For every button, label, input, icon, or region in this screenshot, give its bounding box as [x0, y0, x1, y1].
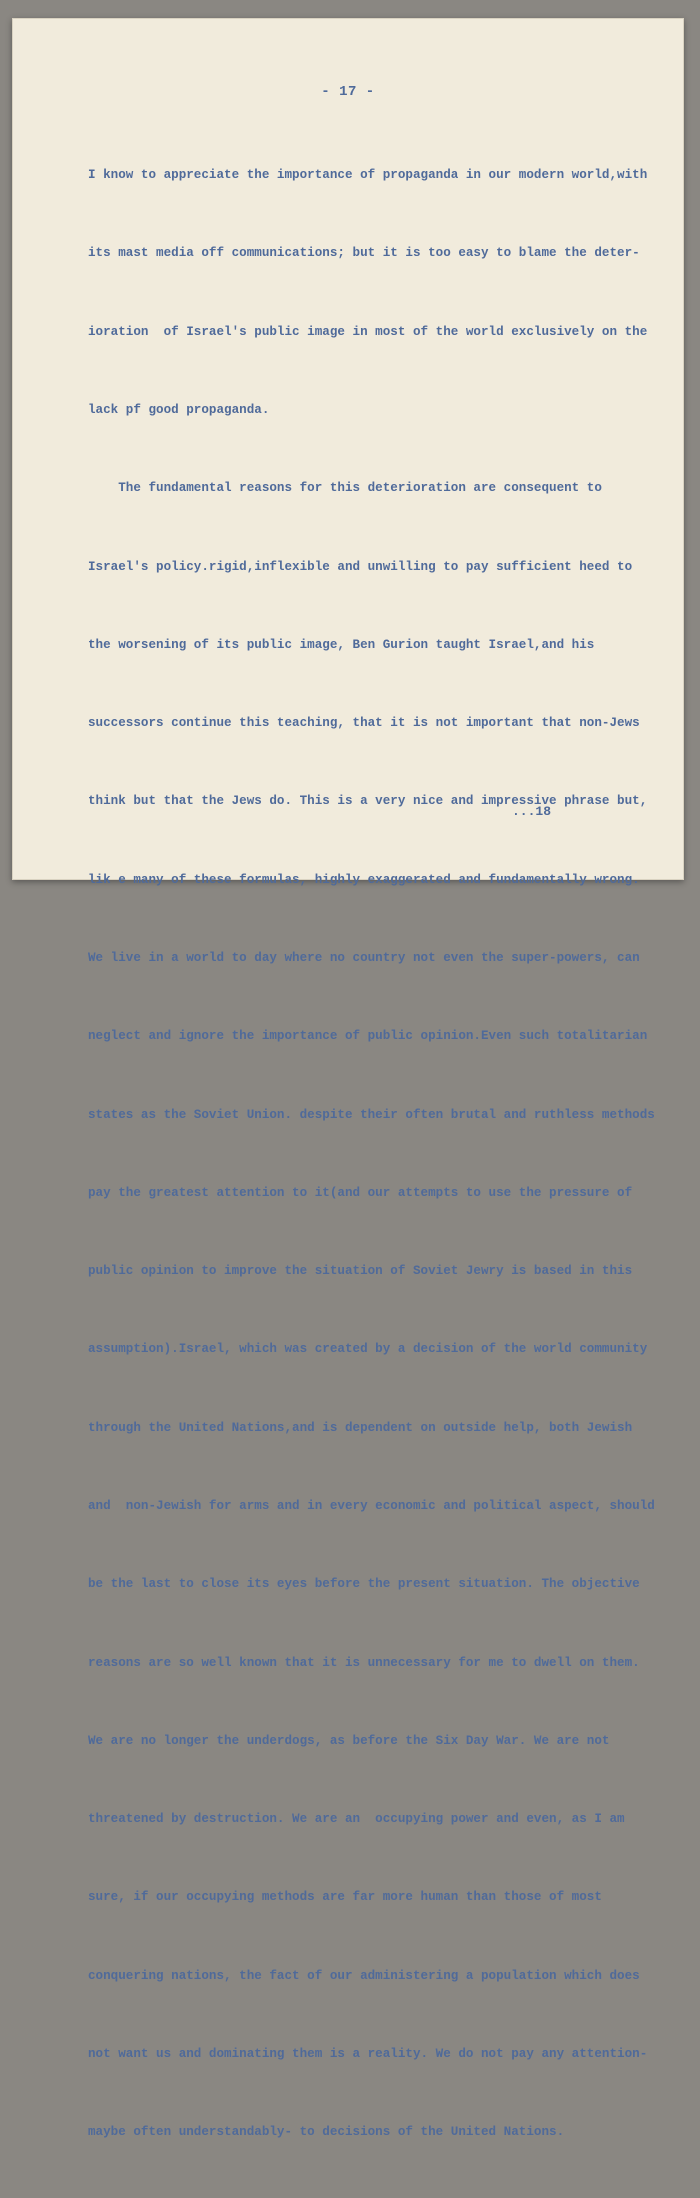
text-line: neglect and ignore the importance of public opinion.Even such totalitarian [88, 1029, 648, 1044]
text-line: states as the Soviet Union. despite their often brutal and ruthless methods [88, 1107, 655, 1122]
text-line: sure, if our occupying methods are far more human than those of most [88, 1890, 602, 1905]
text-line: The fundamental reasons for this deterioration are consequent to [88, 481, 602, 496]
document-page [12, 18, 684, 2140]
text-line: public opinion to improve the situation of Soviet Jewry is based in this [88, 1264, 633, 1279]
text-line: pay the greatest attention to it(and our attempts to use the pressure of [88, 1185, 633, 1200]
text-line: lik e many of these formulas, highly exaggerated and fundamentally wrong. [88, 872, 640, 887]
text-line: reasons are so well known that it is unnecessary for me to dwell on them. [88, 1655, 640, 1670]
text-line: threatened by destruction. We are an occupying power and even, as I am [88, 1812, 625, 1827]
text-line: assumption).Israel, which was created by a decision of the world community [88, 1342, 648, 1357]
text-line: lack pf good propaganda. [88, 403, 270, 418]
text-line: maybe often understandably- to decisions of the United Nations. [88, 2125, 565, 2140]
text-line: I know to appreciate the importance of propaganda in our modern world,with [88, 168, 648, 183]
text-line: ioration of Israel's public image in most of the world exclusively on the [88, 324, 648, 339]
text-line: successors continue this teaching, that it is not important that non-Jews [88, 716, 640, 731]
text-line: Israel's policy.rigid,inflexible and unwilling to pay sufficient heed to [88, 559, 633, 574]
text-line: its mast media off communications; but it is too easy to blame the deter- [88, 246, 640, 261]
text-line: We live in a world to day where no country not even the super-powers, can [88, 951, 640, 965]
body-text [88, 110, 678, 2198]
text-line: and non-Jewish for arms and in every economic and political aspect, should [88, 1498, 655, 1513]
text-line: not want us and dominating them is a reality. We do not pay any attention- [88, 2046, 648, 2061]
text-line: the worsening of its public image, Ben Gurion taught Israel,and his [88, 637, 595, 652]
page-number: - 17 - [321, 84, 375, 100]
text-line: conquering nations, the fact of our administering a population which does [88, 1968, 640, 1983]
text-line: be the last to close its eyes before the present situation. The objective [88, 1577, 640, 1592]
continuation-marker: ...18 [512, 804, 552, 819]
text-line: think but that the Jews do. This is a very nice and impressive phrase but, [88, 794, 648, 809]
text-line: We are no longer the underdogs, as before the Six Day War. We are not [88, 1733, 610, 1748]
text-line: through the United Nations,and is dependent on outside help, both Jewish [88, 1420, 633, 1435]
